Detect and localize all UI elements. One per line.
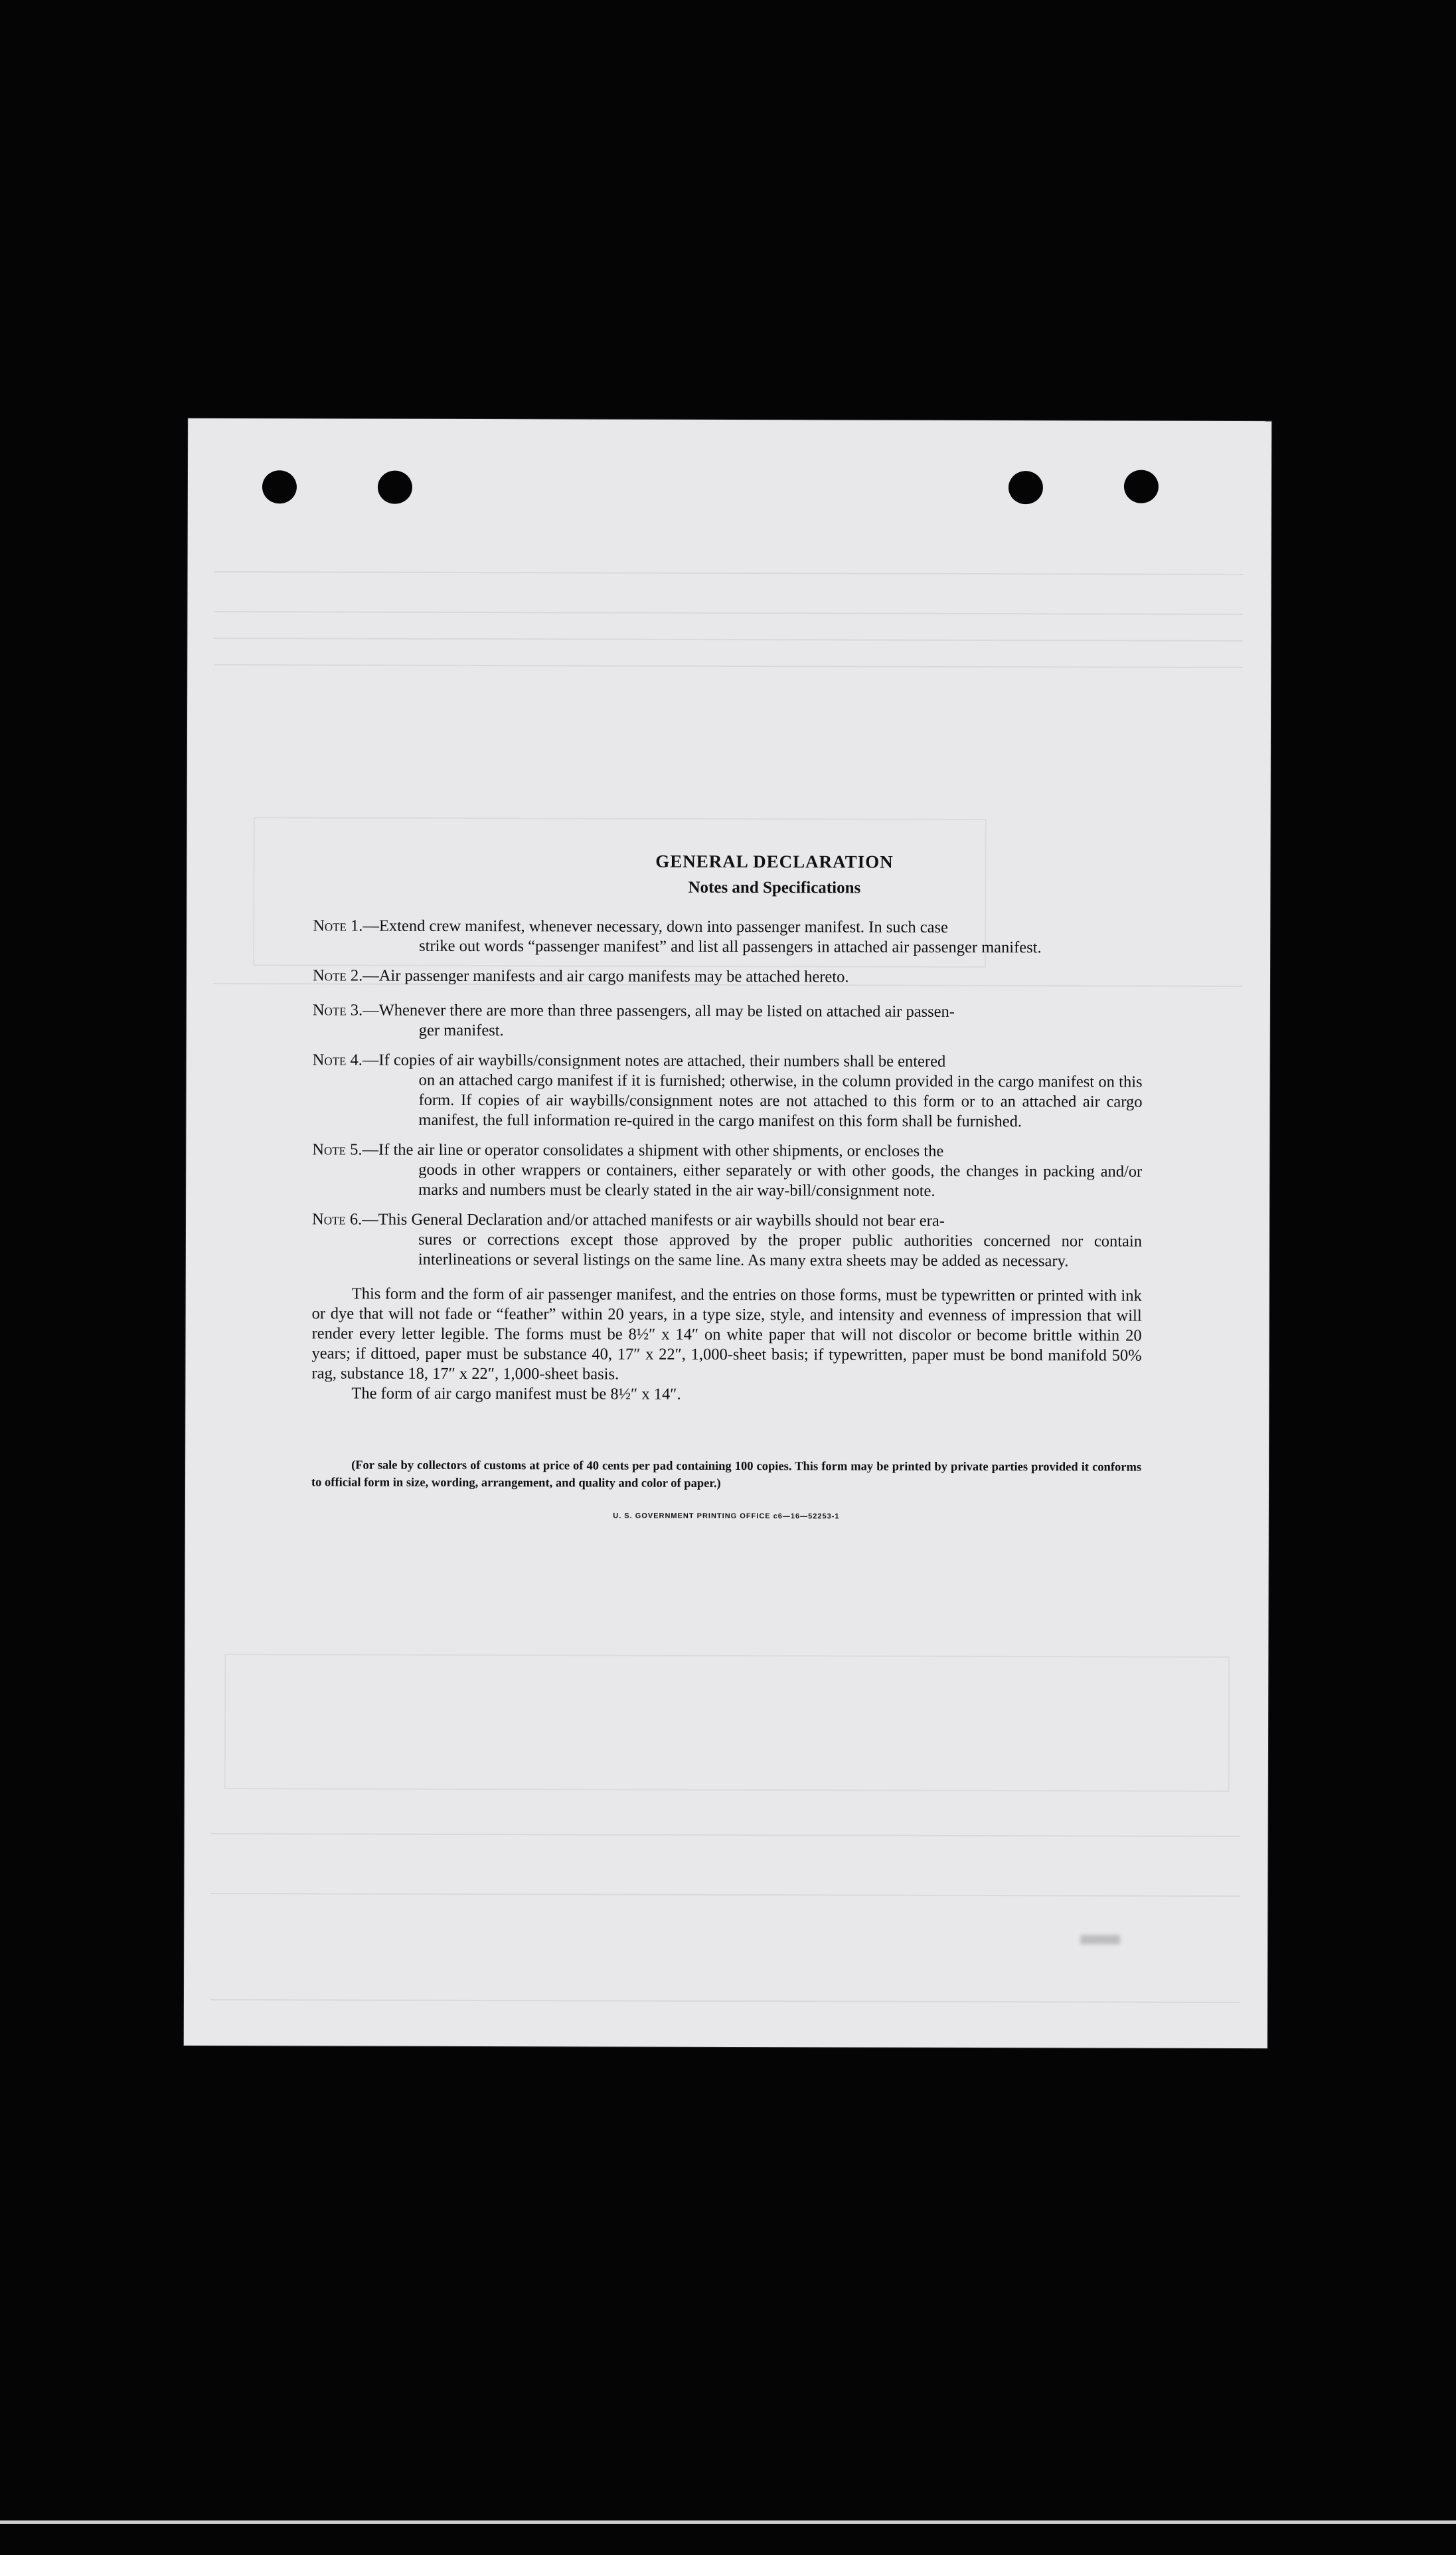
note-label: Note 4.: [312, 1051, 363, 1069]
note-first-line: —If the air line or operator consolidates a shipment with other shipments, or encloses the: [362, 1140, 944, 1160]
note-4: [312, 1050, 1142, 1132]
note-1: [313, 916, 1143, 958]
note-first-line: —Air passenger manifests and air cargo manifests may be attached hereto.: [363, 966, 849, 986]
note-3: [313, 1000, 1143, 1042]
sale-notice: (For sale by collectors of customs at price of 40 cents per pad containing 100 copies. This form may be printed by private parties provided it conforms to official form in size, wording, arrangement, and quality and color of paper.): [311, 1458, 1142, 1490]
note-5: [312, 1140, 1142, 1201]
reverse-side-bleed-through: [188, 418, 1271, 421]
note-label: Note 6.: [312, 1210, 363, 1229]
note-label: Note 5.: [312, 1140, 363, 1159]
document-page: [184, 418, 1271, 2048]
note-label: Note 3.: [312, 1001, 363, 1019]
note-first-line: —Extend crew manifest, whenever necessary, down into passenger manifest. In such case: [363, 917, 948, 936]
cargo-form-size-line: The form of air cargo manifest must be 8½″ x 14″.: [351, 1384, 681, 1403]
note-2: [313, 966, 1143, 988]
page-subtitle: Notes and Specifications: [688, 878, 861, 897]
page-title: GENERAL DECLARATION: [655, 851, 894, 872]
note-continuation: goods in other wrappers or containers, either separately or with other goods, the changes in packing and/or marks and numbers must be clearly stated in the air way-bill/consignment note.: [418, 1160, 1143, 1200]
note-6: [312, 1209, 1142, 1271]
notes-content: [311, 850, 1143, 1521]
punch-hole: [262, 470, 297, 503]
specification-paragraph: This form and the form of air passenger manifest, and the entries on those forms, must be typewritten or printed with ink or dye that will not fade or “feather” within 20 years, in a type size, style, and intensity and evenness of impression that will render every letter legible. The forms must be 8½″ x 14″ on white paper that will not discolor or become brittle within 20 years; if dittoed, paper must be substance 40, 17″ x 22″, 1,000-sheet basis; if typewritten, paper must be bond manifold 50% rag, substance 18, 17″ x 22″, 1,000-sheet basis.: [311, 1284, 1142, 1383]
scanner-edge-line: [0, 2520, 1456, 2524]
note-continuation: on an attached cargo manifest if it is furnished; otherwise, in the column provided in the cargo manifest on this form. If copies of air waybills/consignment notes are not attached to this form or to an attached air cargo manifest, the full information re-quired in the cargo manifest on this form shall be furnished.: [418, 1071, 1143, 1131]
note-continuation: ger manifest.: [418, 1021, 504, 1040]
printer-imprint: U. S. GOVERNMENT PRINTING OFFICE c6—16—52253-1: [613, 1512, 840, 1521]
punch-hole: [1124, 470, 1159, 503]
note-continuation: sures or corrections except those approved by the proper public authorities concerned nor contain interlineations or several listings on the same line. As many extra sheets may be added as necessary.: [418, 1230, 1143, 1271]
note-first-line: —If copies of air waybills/consignment notes are attached, their numbers shall be entered: [362, 1051, 946, 1071]
note-first-line: —This General Declaration and/or attached manifests or air waybills should not bear era-: [362, 1210, 945, 1230]
note-first-line: —Whenever there are more than three passengers, all may be listed on attached air passen-: [363, 1001, 955, 1021]
note-label: Note 1.: [313, 917, 363, 935]
punch-hole: [378, 471, 412, 504]
punch-hole: [1009, 471, 1043, 504]
note-label: Note 2.: [312, 966, 363, 985]
note-continuation: strike out words “passenger manifest” and list all passengers in attached air passenger manifest.: [419, 936, 1042, 957]
